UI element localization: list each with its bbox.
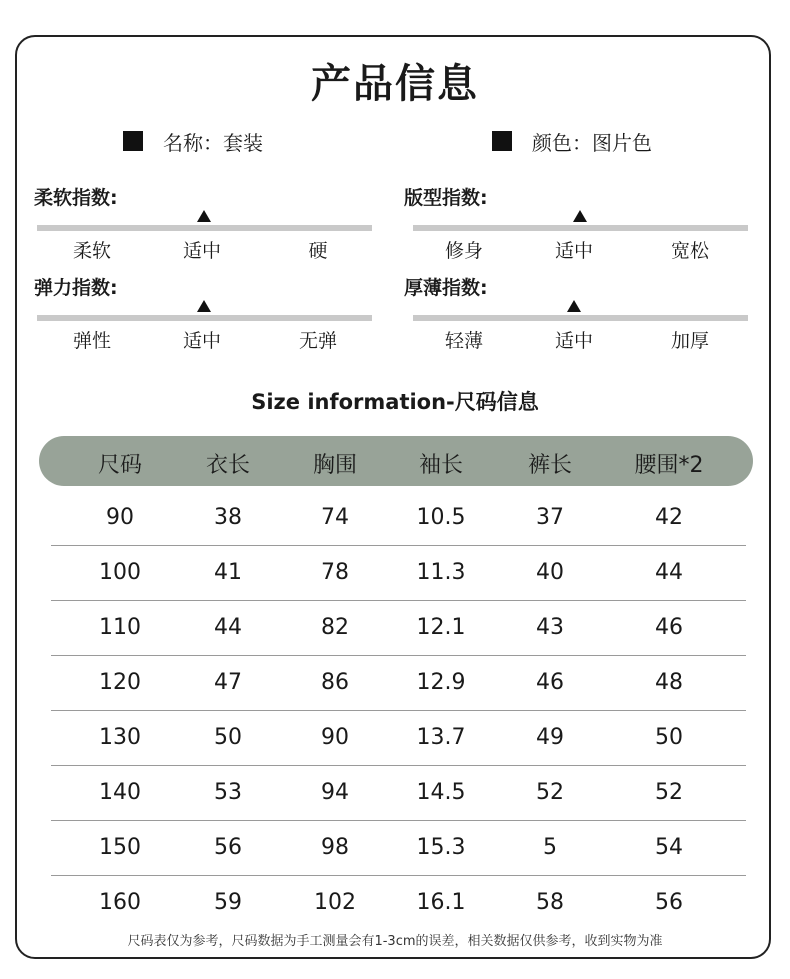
table-row [0,765,790,820]
softness-level-marker-icon [197,210,211,222]
cell-chest: 82 [321,615,349,640]
fit-scale-bar [413,225,748,231]
table-row [0,820,790,875]
cell-length: 53 [214,780,242,805]
cell-pants-length: 52 [536,780,564,805]
header-sleeve: 袖长 [418,453,463,478]
cell-size: 100 [99,560,141,585]
fit-tick-mid: 适中 [554,240,593,262]
cell-length: 44 [214,615,242,640]
cell-size: 120 [99,670,141,695]
bullet-square-icon [492,131,512,151]
cell-length: 50 [214,725,242,750]
fit-level-marker-icon [573,210,587,222]
elasticity-tick-low: 弹性 [72,330,111,352]
cell-sleeve: 16.1 [416,890,466,915]
thickness-tick-mid: 适中 [554,330,593,352]
thickness-tick-low: 轻薄 [444,330,483,352]
cell-length: 56 [214,835,242,860]
bullet-square-icon [123,131,143,151]
cell-chest: 90 [321,725,349,750]
cell-size: 160 [99,890,141,915]
product-name [123,126,263,156]
header-length: 衣长 [205,453,250,478]
elasticity-tick-high: 无弹 [298,330,337,352]
header-waist: 腰围*2 [634,453,704,478]
cell-waist: 44 [655,560,683,585]
thickness-tick-high: 加厚 [670,330,709,352]
measurement-note: 尺码表仅为参考，尺码数据为手工测量会有1-3cm的误差，相关数据仅供参考，收到实物为准 [127,934,663,949]
header-pants-length: 裤长 [527,453,572,478]
cell-pants-length: 37 [536,505,564,530]
cell-sleeve: 12.9 [416,670,466,695]
cell-pants-length: 43 [536,615,564,640]
cell-waist: 42 [655,505,683,530]
header-chest: 胸围 [312,453,357,478]
table-row [0,490,790,545]
cell-size: 150 [99,835,141,860]
fit-tick-high: 宽松 [670,240,709,262]
softness-scale-bar [37,225,372,231]
elasticity-index-label: 弹力指数: [34,277,118,299]
size-table-header [39,436,753,486]
cell-waist: 56 [655,890,683,915]
thickness-level-marker-icon [567,300,581,312]
cell-waist: 48 [655,670,683,695]
cell-sleeve: 13.7 [416,725,466,750]
cell-sleeve: 14.5 [416,780,466,805]
table-row [0,600,790,655]
cell-waist: 52 [655,780,683,805]
cell-pants-length: 46 [536,670,564,695]
size-info-heading: Size information-尺码信息 [251,390,539,414]
softness-tick-low: 柔软 [72,240,111,262]
cell-chest: 98 [321,835,349,860]
cell-pants-length: 58 [536,890,564,915]
cell-size: 90 [106,505,134,530]
elasticity-scale-bar [37,315,372,321]
header-size: 尺码 [97,453,142,478]
cell-sleeve: 15.3 [416,835,466,860]
page-title: 产品信息 [311,61,479,107]
table-row [0,875,790,930]
cell-pants-length: 40 [536,560,564,585]
thickness-index-label: 厚薄指数: [404,277,488,299]
cell-waist: 46 [655,615,683,640]
cell-sleeve: 10.5 [416,505,466,530]
cell-chest: 86 [321,670,349,695]
softness-index-label: 柔软指数: [34,187,118,209]
cell-size: 130 [99,725,141,750]
cell-chest: 78 [321,560,349,585]
product-color [492,126,652,156]
thickness-scale-bar [413,315,748,321]
cell-sleeve: 12.1 [416,615,466,640]
product-name-text: 名称：套装 [163,130,263,155]
table-row [0,710,790,765]
elasticity-tick-mid: 适中 [182,330,221,352]
fit-index-label: 版型指数: [404,187,488,209]
cell-waist: 54 [655,835,683,860]
cell-pants-length: 49 [536,725,564,750]
cell-length: 38 [214,505,242,530]
cell-size: 110 [99,615,141,640]
product-color-text: 颜色：图片色 [532,130,652,155]
cell-chest: 94 [321,780,349,805]
cell-length: 59 [214,890,242,915]
cell-length: 41 [214,560,242,585]
cell-waist: 50 [655,725,683,750]
cell-pants-length: 5 [543,835,557,860]
softness-tick-mid: 适中 [182,240,221,262]
cell-size: 140 [99,780,141,805]
fit-tick-low: 修身 [444,240,483,262]
cell-chest: 74 [321,505,349,530]
table-row [0,655,790,710]
softness-tick-high: 硬 [308,240,328,262]
cell-sleeve: 11.3 [416,560,466,585]
cell-length: 47 [214,670,242,695]
cell-chest: 102 [314,890,356,915]
table-row [0,545,790,600]
elasticity-level-marker-icon [197,300,211,312]
